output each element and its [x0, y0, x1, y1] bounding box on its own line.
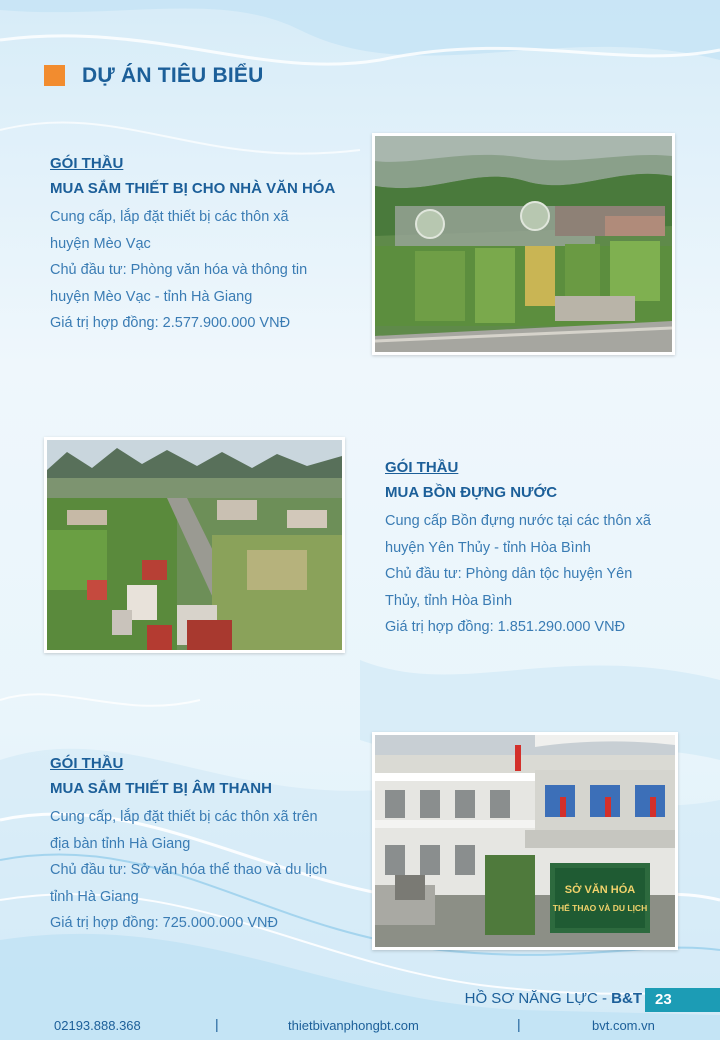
footer-doc-title-text: HỒ SƠ NĂNG LỰC -: [464, 990, 612, 1007]
project-1: [50, 152, 335, 337]
project-3-line-5: Giá trị hợp đồng: 725.000.000 VNĐ: [50, 915, 278, 931]
project-3-line-1: Cung cấp, lắp đặt thiết bị các thôn xã trên: [50, 809, 318, 825]
project-2-photo: [44, 437, 345, 653]
project-3-line-4: tỉnh Hà Giang: [50, 888, 139, 905]
project-3: [50, 752, 327, 937]
project-3-line-3: Chủ đầu tư: Sở văn hóa thể thao và du lịch: [50, 862, 328, 878]
project-1-line-3: Chủ đầu tư: Phòng văn hóa và thông tin: [50, 262, 308, 278]
sign-line-1: SỞ VĂN HÓA: [564, 884, 636, 896]
project-2: [385, 456, 651, 641]
project-2-line-5: Giá trị hợp đồng: 1.851.290.000 VNĐ: [385, 619, 626, 635]
sign-line-2: THỂ THAO VÀ DU LỊCH: [552, 903, 648, 913]
project-1-label: GÓI THẦU: [50, 155, 124, 172]
footer-doc-title: [465, 990, 642, 1007]
project-2-line-3: Chủ đầu tư: Phòng dân tộc huyện Yên: [385, 566, 633, 582]
footer-website-2: bvt.com.vn: [592, 1018, 655, 1033]
project-2-name: MUA BỒN ĐỰNG NƯỚC: [385, 484, 558, 501]
project-1-line-4: huyện Mèo Vạc - tỉnh Hà Giang: [50, 288, 253, 305]
project-1-line-2: huyện Mèo Vạc: [50, 235, 151, 252]
footer-website-1: thietbivanphongbt.com: [288, 1018, 419, 1033]
project-2-line-2: huyện Yên Thủy - tỉnh Hòa Bình: [385, 539, 591, 556]
footer-separator-2: |: [517, 1016, 521, 1032]
project-3-name: MUA SẮM THIẾT BỊ ÂM THANH: [50, 780, 272, 797]
footer-phone: 02193.888.368: [54, 1018, 141, 1033]
project-1-line-5: Giá trị hợp đồng: 2.577.900.000 VNĐ: [50, 315, 291, 331]
project-3-photo: [372, 732, 678, 950]
title-accent-square: [44, 65, 65, 86]
project-2-line-4: Thủy, tỉnh Hòa Bình: [385, 592, 513, 609]
project-3-line-2: địa bàn tỉnh Hà Giang: [50, 835, 191, 852]
town-aerial-image: [47, 440, 342, 650]
project-2-line-1: Cung cấp Bồn đựng nước tại các thôn xã: [385, 513, 651, 529]
office-building-image: [375, 735, 675, 947]
project-1-line-1: Cung cấp, lắp đặt thiết bị các thôn xã: [50, 209, 289, 225]
footer-separator-1: |: [215, 1016, 219, 1032]
page-number-badge: 23: [645, 988, 720, 1012]
footer-brand: B&T: [611, 990, 642, 1007]
project-1-name: MUA SẮM THIẾT BỊ CHO NHÀ VĂN HÓA: [50, 180, 336, 197]
page-title: DỰ ÁN TIÊU BIỂU: [82, 64, 264, 87]
project-1-photo: [372, 133, 675, 355]
project-2-label: GÓI THẦU: [385, 459, 459, 476]
village-aerial-image: [375, 136, 672, 352]
project-3-label: GÓI THẦU: [50, 755, 124, 772]
